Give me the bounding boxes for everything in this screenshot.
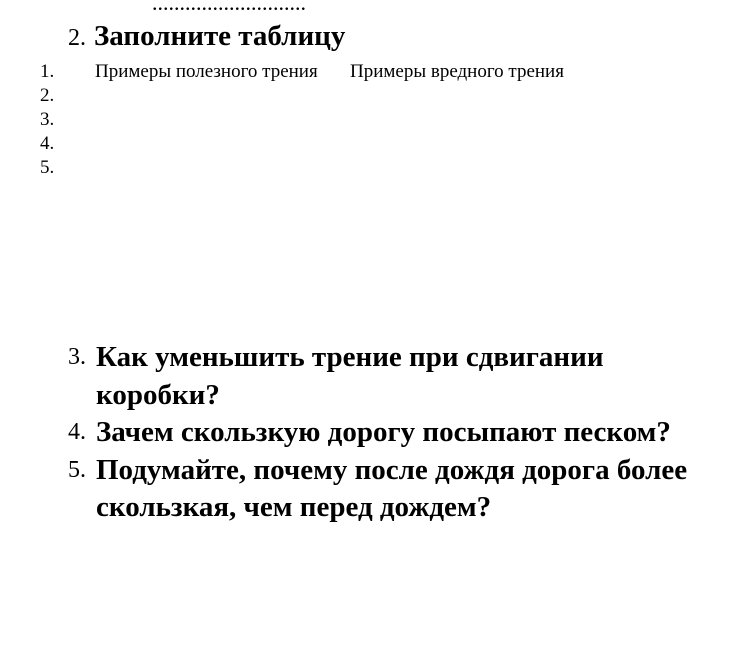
table-row [40,84,740,108]
question-number: 3. [68,344,86,370]
question-text: Как уменьшить трение при сдвигании коробки? [96,341,604,411]
harmful-friction-cell: Примеры вредного трения [350,61,564,82]
task-2-number: 2. [68,25,86,51]
questions-list [68,339,728,527]
question-5 [68,452,728,527]
row-number: 3. [40,109,55,130]
table-row [40,108,740,132]
question-number: 4. [68,419,86,445]
table-row [40,132,740,156]
question-4 [68,414,728,452]
question-number: 5. [68,456,86,483]
table-row [40,60,740,84]
useful-friction-cell: Примеры полезного трения [95,61,318,82]
row-number: 4. [40,133,55,154]
friction-table [40,60,740,180]
row-number: 2. [40,85,55,106]
question-text: Подумайте, почему после дождя дорога более скользкая, чем перед дождем? [96,453,688,523]
task-2-heading [68,20,345,53]
dotted-line: ............................ [152,0,306,15]
task-2-title: Заполните таблицу [94,20,346,52]
row-number: 1. [40,61,55,82]
question-text: Зачем скользкую дорогу посыпают песком? [96,416,671,448]
question-3 [68,339,728,414]
table-row [40,156,740,180]
row-number: 5. [40,157,55,178]
